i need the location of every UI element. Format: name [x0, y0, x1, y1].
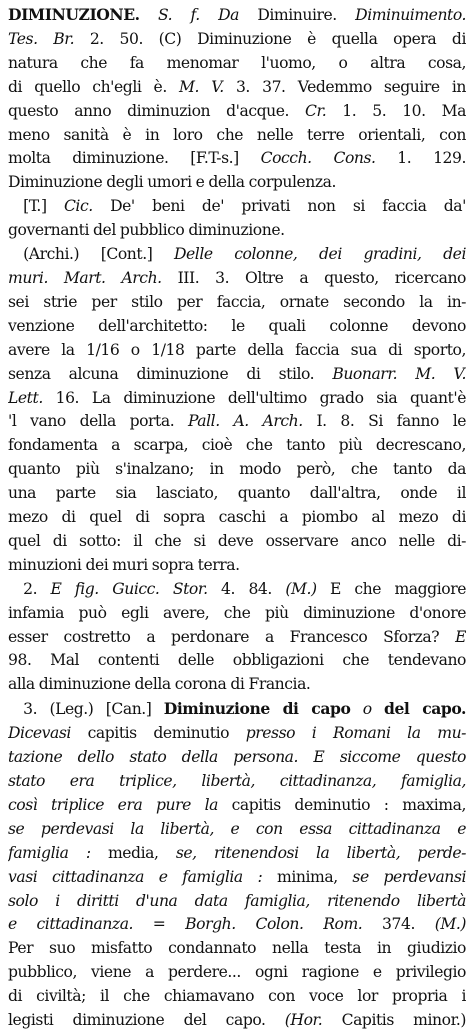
text-segment: Dicevasi	[8, 724, 71, 743]
text-line	[8, 673, 466, 697]
text-segment: 2.	[8, 579, 51, 598]
text-line	[8, 578, 466, 602]
text-line	[8, 458, 466, 482]
text-segment: minima,	[262, 867, 353, 886]
text-line	[8, 410, 466, 434]
text-segment: o	[350, 700, 384, 719]
text-segment: meno sanità è in loro che nelle terre orientali, con	[8, 125, 466, 144]
text-segment: quanto più s'inalzano; in modo però, che tanto da	[8, 460, 466, 479]
text-segment: stato era triplice, libertà, cittadinanza, famiglia,	[8, 772, 466, 790]
text-segment: di civiltà; il che chiamavano con voce lor propria i	[8, 987, 466, 1006]
text-segment: 3. (Leg.) [Can.]	[8, 700, 164, 719]
text-line	[8, 602, 466, 626]
text-segment: tazione dello stato della persona. E siccome questo	[8, 748, 466, 767]
text-line	[8, 243, 466, 267]
text-segment: legisti diminuzione del capo.	[8, 1011, 285, 1030]
text-segment: Cic.	[63, 197, 93, 216]
text-segment: e cittadinanza.	[8, 915, 134, 934]
text-line	[8, 76, 466, 100]
text-segment: 98. Mal contenti delle obbligazioni che tendevano	[8, 651, 466, 670]
text-line	[8, 219, 466, 243]
text-line	[8, 746, 466, 770]
text-line	[8, 482, 466, 506]
text-segment: De' beni de' privati non si faccia da'	[92, 197, 466, 216]
text-segment: M. V.	[179, 77, 224, 96]
text-segment: Capitis minor.)	[322, 1011, 466, 1030]
text-segment: =	[133, 915, 186, 934]
text-segment: S. f.	[139, 6, 219, 24]
text-segment: 3. 37. Vedemmo seguire in	[223, 77, 466, 96]
text-line	[8, 554, 466, 578]
text-segment: minuzioni dei muri sopra terra.	[8, 555, 240, 574]
text-segment: capitis deminutio : maxima,	[217, 795, 466, 814]
text-segment: avere la 1/16 o 1/18 parte della faccia sua di sporto,	[8, 340, 466, 359]
text-segment: Lett.	[8, 388, 43, 407]
text-segment: (M.)	[285, 579, 317, 598]
text-segment: se, ritenendosi la libertà, perde-	[175, 843, 466, 862]
text-line	[8, 794, 466, 818]
text-segment: una parte sia lasciato, quanto dall'altra, onde il	[8, 484, 466, 503]
text-line	[8, 52, 466, 76]
text-segment: Buonarr. M. V.	[332, 364, 466, 383]
text-segment: Delle colonne, dei gradini, dei	[173, 245, 466, 264]
text-line	[8, 267, 466, 291]
text-line	[8, 913, 466, 937]
text-segment: esser costretto a perdonare a Francesco Sforza?	[8, 627, 456, 646]
text-line	[8, 387, 466, 411]
text-segment: se perdevasi la libertà, e con essa cittadinanza e	[8, 819, 466, 838]
text-line	[8, 961, 466, 985]
text-segment: fondamenta a scarpa, cioè che tanto più decrescano,	[8, 436, 466, 455]
text-segment: Diminuzione di capo	[163, 699, 351, 719]
text-segment: media,	[90, 843, 176, 862]
text-line	[8, 985, 466, 1009]
text-line	[8, 434, 466, 458]
text-segment: solo i diritti d'una data famiglia, ritenendo libertà	[8, 891, 466, 910]
text-segment: se perdevansi	[352, 867, 466, 886]
text-segment: DIMINUZIONE.	[8, 5, 140, 24]
text-segment: 2. 50. (C) Diminuzione è quella opera di	[74, 29, 466, 48]
text-line	[8, 363, 466, 387]
text-segment: sei strie per stilo per faccia, ornate secondo la in-	[8, 292, 466, 311]
text-line	[8, 195, 466, 219]
text-segment: quel di sotto: il che si deve osservare anco nelle di-	[8, 531, 466, 550]
text-segment: E che maggiore	[316, 579, 466, 598]
text-line	[8, 626, 466, 650]
text-line	[8, 842, 466, 866]
text-segment: vasi cittadinanza e famiglia :	[8, 867, 263, 886]
text-line	[8, 3, 466, 28]
text-line	[8, 124, 466, 148]
text-line	[8, 315, 466, 339]
text-segment: senza alcuna diminuzione di stilo.	[8, 364, 333, 383]
text-segment: Cr.	[305, 101, 327, 120]
text-line	[8, 100, 466, 124]
text-line	[8, 770, 466, 794]
text-segment: Diminuimento.	[355, 6, 466, 24]
text-segment: Borgh. Colon. Rom.	[185, 915, 363, 934]
text-segment: I. 8. Si fanno le	[302, 412, 466, 431]
text-segment: 'l vano della porta.	[8, 412, 188, 431]
text-segment: 374.	[362, 915, 435, 934]
text-line	[8, 147, 466, 171]
text-segment: alla diminuzione della corona di Francia.	[8, 675, 311, 694]
text-line	[8, 506, 466, 530]
text-segment: 1. 5. 10. Ma	[326, 101, 466, 120]
text-line	[8, 937, 466, 961]
text-segment: così triplice era pure la	[8, 795, 218, 814]
text-segment: capitis deminutio	[70, 724, 246, 743]
text-segment: muri. Mart. Arch.	[8, 268, 162, 287]
text-segment: 1. 129.	[375, 149, 466, 168]
text-line	[8, 1009, 466, 1033]
text-segment: E	[455, 627, 466, 646]
text-segment: Da	[218, 6, 258, 24]
text-segment: (Archi.) [Cont.]	[8, 245, 174, 264]
text-segment: pubblico, viene a perdere... ogni ragione e privilegio	[8, 963, 466, 982]
text-segment: [T.]	[8, 197, 64, 216]
text-line	[8, 339, 466, 363]
text-segment: Pall. A. Arch.	[187, 412, 303, 431]
text-segment: E fig. Guicc. Stor.	[50, 579, 208, 598]
text-segment: (Hor.	[284, 1011, 323, 1030]
text-line	[8, 291, 466, 315]
text-segment: mezo di quel di sopra caschi a piombo al mezo di	[8, 508, 466, 527]
text-segment: Diminuzione degli umori e della corpulenza.	[8, 173, 337, 192]
text-segment: 4. 84.	[207, 579, 286, 598]
text-line	[8, 530, 466, 554]
text-line	[8, 28, 466, 52]
text-segment: Diminuire.	[257, 6, 356, 24]
text-segment: natura che fa menomar l'uomo, o altra cosa,	[8, 53, 466, 72]
text-line	[8, 818, 466, 842]
text-segment: (M.)	[434, 915, 466, 934]
text-line	[8, 649, 466, 673]
text-segment: del capo.	[384, 699, 466, 719]
text-segment: Per suo misfatto condannato nella testa in giudizio	[8, 939, 466, 958]
text-segment: governanti del pubblico diminuzione.	[8, 221, 285, 240]
text-segment: 16. La diminuzione dell'ultimo grado sia quant'è	[42, 388, 466, 407]
text-segment: presso i Romani la mu-	[245, 724, 466, 743]
text-line	[8, 171, 466, 195]
text-segment: Tes. Br.	[8, 29, 75, 48]
text-segment: Cocch. Cons.	[260, 149, 376, 168]
text-segment: III. 3. Oltre a questo, ricercano	[161, 268, 466, 287]
text-segment: famiglia :	[8, 843, 91, 862]
text-segment: di quello ch'egli è.	[8, 77, 180, 96]
text-segment: venzione dell'architetto: le quali colonne devono	[8, 316, 466, 335]
text-line	[8, 866, 466, 890]
text-segment: questo anno diminuzion d'acque.	[8, 101, 305, 120]
text-line	[8, 697, 466, 722]
text-line	[8, 722, 466, 746]
text-line	[8, 890, 466, 914]
text-segment: molta diminuzione. [F.T-s.]	[8, 149, 261, 168]
text-segment: infamia può egli avere, che più diminuzione d'onore	[8, 603, 466, 622]
